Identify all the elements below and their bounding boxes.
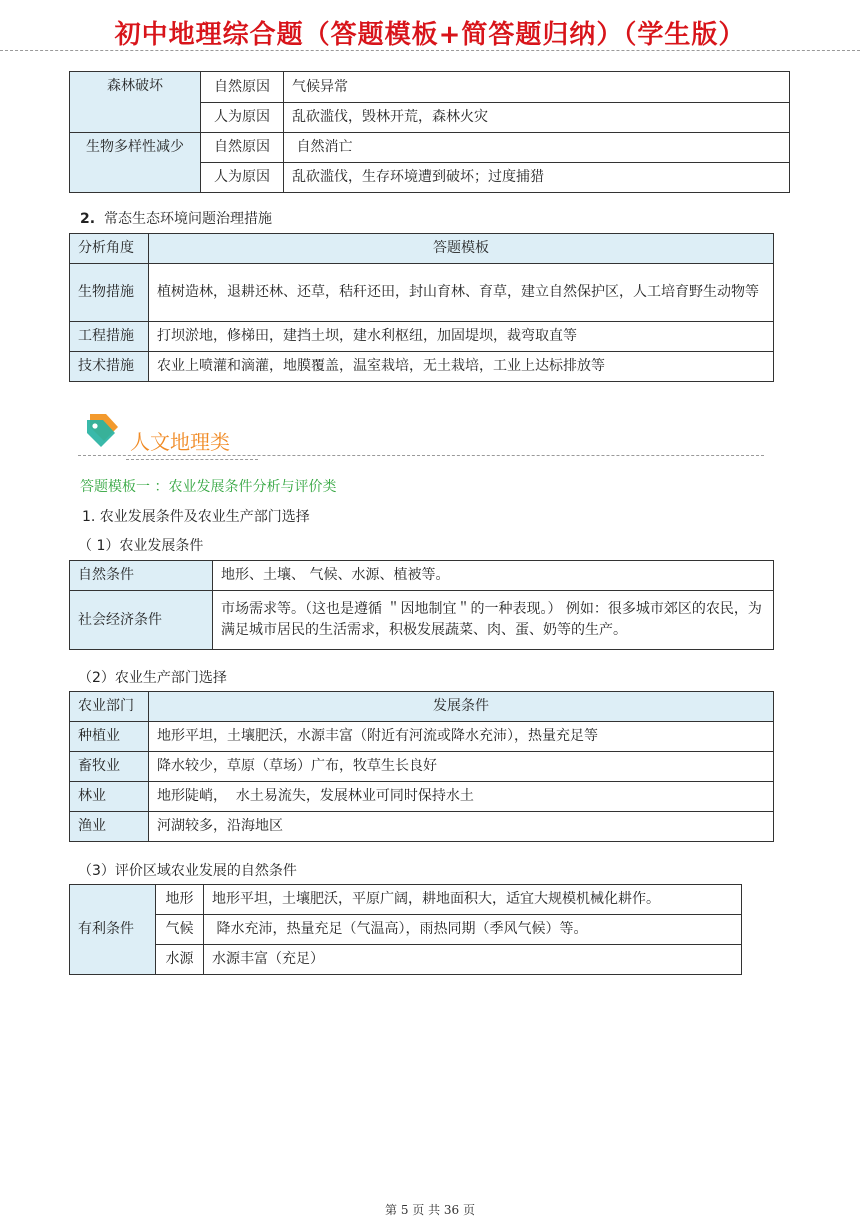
tag-icon — [84, 410, 124, 450]
sector-name-cell: 畜牧业 — [70, 752, 149, 782]
document-header-title: 初中地理综合题（答题模板+简答题归纳）（学生版） — [114, 20, 746, 50]
sector-condition-cell: 地形陡峭， 水土易流失，发展林业可同时保持水土 — [149, 782, 774, 812]
item-heading: 1. 农业发展条件及农业生产部门选择 — [82, 509, 310, 525]
group-label-cell: 有利条件 — [70, 885, 156, 975]
sector-name-cell: 渔业 — [70, 812, 149, 842]
factor-cell: 地形 — [156, 885, 204, 915]
cause-kind-cell: 人为原因 — [201, 163, 284, 193]
problem-cause-table — [69, 71, 790, 193]
cause-detail-cell: 乱砍滥伐，生存环境遭到破坏；过度捕猎 — [284, 163, 790, 193]
factor-desc-cell: 地形平坦，土壤肥沃，平原广阔，耕地面积大，适宜大规模机械化耕作。 — [204, 885, 742, 915]
subheading: （ 1）农业发展条件 — [78, 538, 204, 554]
table-header-cell: 发展条件 — [149, 692, 774, 722]
page-footer: 第 5 页 共 36 页 — [385, 1203, 475, 1217]
subheading-number: 2. — [80, 211, 96, 227]
sector-condition-cell: 地形平坦，土壤肥沃，水源丰富（附近有河流或降水充沛），热量充足等 — [149, 722, 774, 752]
sector-name-cell: 林业 — [70, 782, 149, 812]
condition-content-cell: 市场需求等。（这也是遵循 ＂因地制宜＂的一种表现。） 例如：很多城市郊区的农民，为满足城市居民的生活需求，积极发展蔬菜、肉、蛋、奶等的生产。 — [213, 591, 774, 650]
factor-desc-cell: 降水充沛，热量充足（气温高），雨热同期（季风气候）等。 — [204, 915, 742, 945]
agri-conditions-table — [69, 560, 774, 650]
table-header-cell: 答题模板 — [149, 234, 774, 264]
cause-kind-cell: 人为原因 — [201, 103, 284, 133]
cause-detail-cell: 自然消亡 — [284, 133, 790, 163]
table-header-cell: 农业部门 — [70, 692, 149, 722]
measure-angle-cell: 技术措施 — [70, 352, 149, 382]
subheading: （2）农业生产部门选择 — [78, 670, 227, 686]
measure-template-cell: 农业上喷灌和滴灌，地膜覆盖，温室栽培，无土栽培，工业上达标排放等 — [149, 352, 774, 382]
header-divider — [0, 50, 860, 51]
section-title-underline — [126, 459, 258, 460]
condition-content-cell: 地形、土壤、 气候、水源、植被等。 — [213, 561, 774, 591]
cause-kind-cell: 自然原因 — [201, 72, 284, 103]
condition-label-cell: 社会经济条件 — [70, 591, 213, 650]
problem-cell: 森林破坏 — [70, 72, 201, 133]
cause-kind-cell: 自然原因 — [201, 133, 284, 163]
section-title: 人文地理类 — [130, 430, 230, 454]
template-title: 答题模板一 ：农业发展条件分析与评价类 — [80, 479, 337, 495]
governance-measures-table — [69, 233, 774, 382]
sector-name-cell: 种植业 — [70, 722, 149, 752]
cause-detail-cell: 乱砍滥伐，毁林开荒，森林火灾 — [284, 103, 790, 133]
measure-template-cell: 打坝淤地，修梯田，建挡土坝，建水利枢纽，加固堤坝，裁弯取直等 — [149, 322, 774, 352]
factor-desc-cell: 水源丰富（充足） — [204, 945, 742, 975]
section-divider — [78, 455, 764, 456]
table-header-cell: 分析角度 — [70, 234, 149, 264]
subheading-2 — [80, 208, 272, 228]
sector-condition-cell: 河湖较多，沿海地区 — [149, 812, 774, 842]
factor-cell: 气候 — [156, 915, 204, 945]
subheading-text: 常态生态环境问题治理措施 — [103, 211, 272, 227]
problem-cell: 生物多样性减少 — [70, 133, 201, 193]
condition-label-cell: 自然条件 — [70, 561, 213, 591]
factor-cell: 水源 — [156, 945, 204, 975]
measure-angle-cell: 工程措施 — [70, 322, 149, 352]
cause-detail-cell: 气候异常 — [284, 72, 790, 103]
sector-condition-cell: 降水较少，草原（草场）广布，牧草生长良好 — [149, 752, 774, 782]
measure-angle-cell: 生物措施 — [70, 264, 149, 322]
favorable-conditions-table — [69, 884, 742, 975]
subheading: （3）评价区域农业发展的自然条件 — [78, 863, 297, 879]
agri-sector-table — [69, 691, 774, 842]
measure-template-cell: 植树造林，退耕还林、还草，秸秆还田，封山育林、育草，建立自然保护区，人工培育野生动物等 — [149, 264, 774, 322]
